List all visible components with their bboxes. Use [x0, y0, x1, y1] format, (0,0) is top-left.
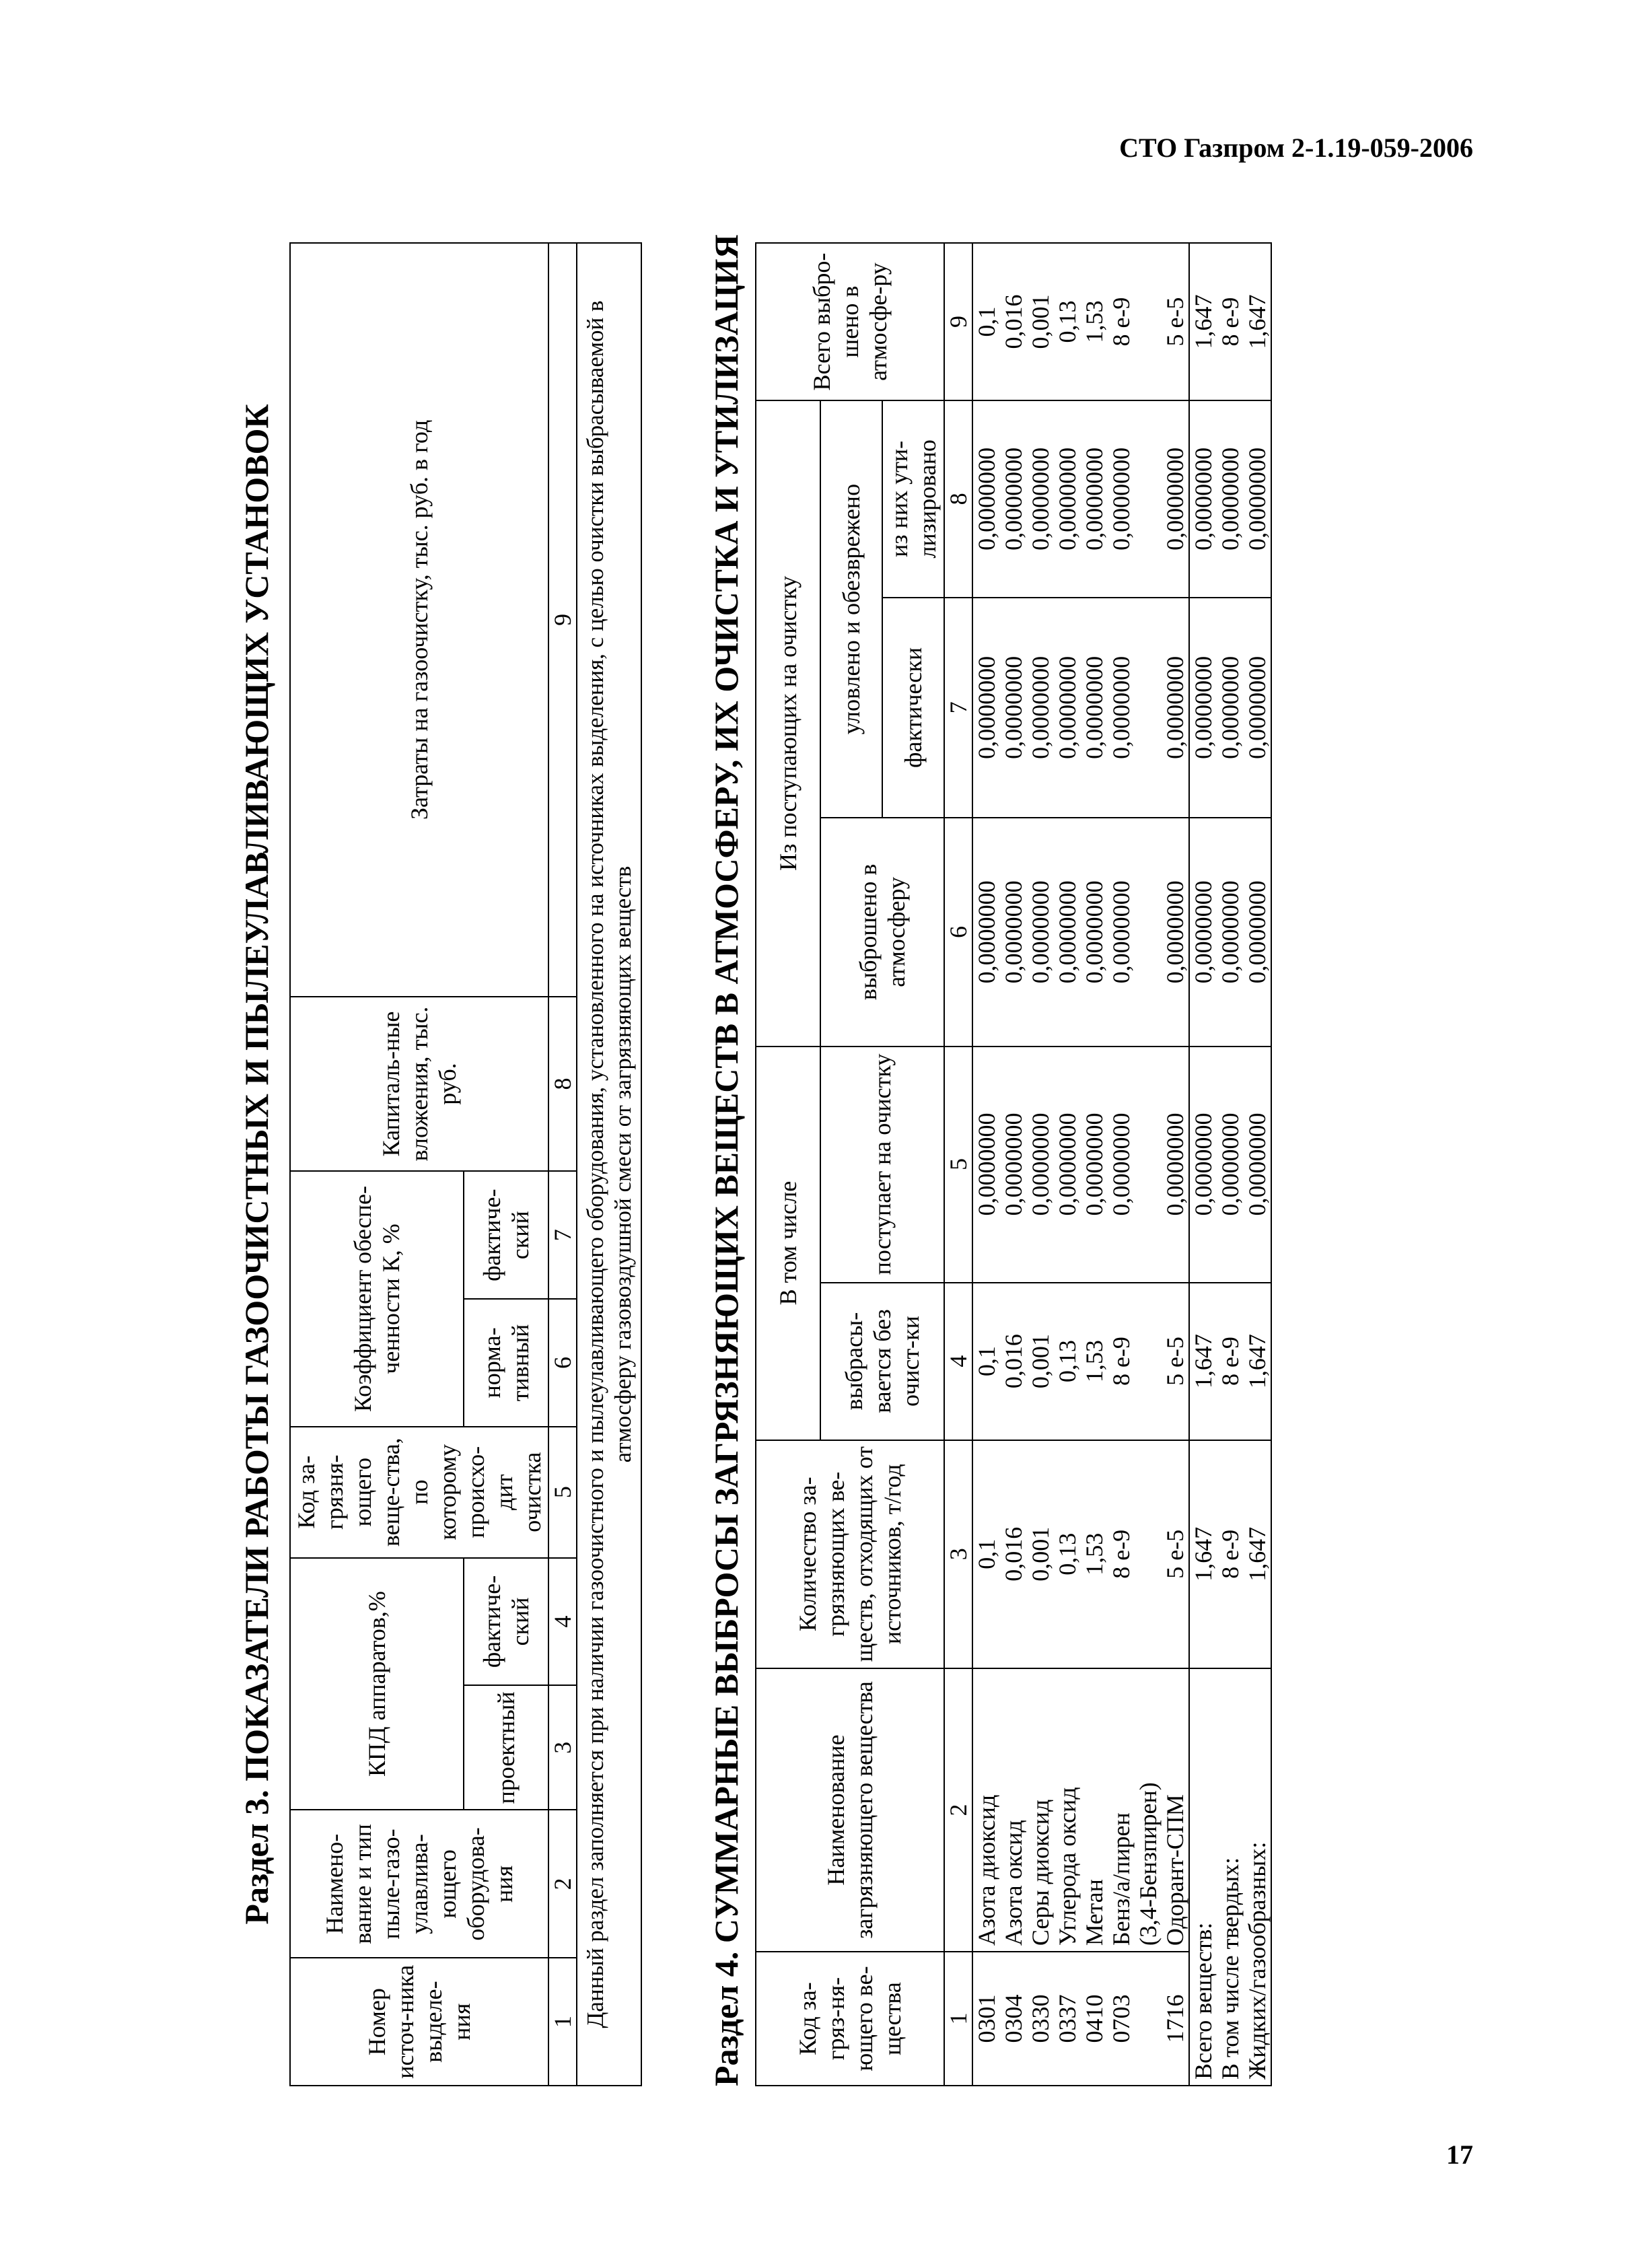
s4-total-label: Жидких/газообразных: — [1244, 1668, 1271, 2086]
s4-cell-quantity: 1,53 — [1081, 1440, 1108, 1668]
s4-cell-emitted: 0,0000000 — [1162, 818, 1189, 1046]
s3-colnum: 7 — [548, 1171, 577, 1299]
s4-cell-quantity: 8 е-9 — [1217, 1440, 1244, 1668]
s4-cell-total: 0,016 — [1000, 243, 1027, 400]
s4-cell-total: 1,647 — [1189, 243, 1217, 400]
s4-cell-name: Метан — [1081, 1668, 1108, 1952]
s4-cell-utilized: 0,0000000 — [1081, 400, 1108, 598]
s4-colnum: 2 — [944, 1668, 972, 1952]
s4-cell-utilized: 0,0000000 — [1000, 400, 1027, 598]
s3-colnum: 9 — [548, 243, 577, 997]
s4-cell-emitted: 0,0000000 — [1189, 818, 1217, 1046]
s4-header-captured: уловлено и обезврежено — [820, 400, 882, 818]
s4-cell-no-cleaning: 1,647 — [1189, 1283, 1217, 1440]
s4-cell-to-cleaning: 0,0000000 — [1081, 1047, 1108, 1283]
s4-cell-name: Бенз/а/пирен — [1108, 1668, 1135, 1952]
s4-cell-utilized: 0,0000000 — [1217, 400, 1244, 598]
s4-cell-captured: 0,0000000 — [972, 598, 1000, 818]
total-row — [1244, 243, 1271, 2086]
s4-cell-total: 5 е-5 — [1162, 243, 1189, 400]
s4-cell-captured: 0,0000000 — [1000, 598, 1027, 818]
s4-colnum: 6 — [944, 818, 972, 1046]
section3-title: Раздел 3. ПОКАЗАТЕЛИ РАБОТЫ ГАЗООЧИСТНЫХ И ПЫЛЕУЛАВЛИВАЮЩИХ УСТАНОВОК — [238, 404, 275, 1925]
s4-cell-utilized: 0,0000000 — [1189, 400, 1217, 598]
s4-cell-emitted — [1135, 818, 1162, 1046]
document-code: СТО Газпром 2-1.19-059-2006 — [1119, 133, 1473, 163]
s4-total-label: В том числе твердых: — [1217, 1668, 1244, 2086]
s4-header-to-cleaning: поступает на очистку — [820, 1047, 944, 1283]
section4-title: Раздел 4. СУММАРНЫЕ ВЫБРОСЫ ЗАГРЯЗНЯЮЩИХ ВЕЩЕСТВ В АТМОСФЕРУ, ИХ ОЧИСТКА И УТИЛИЗАЦИЯ — [707, 234, 745, 2086]
s4-colnum: 8 — [944, 400, 972, 598]
s4-cell-quantity: 0,016 — [1000, 1440, 1027, 1668]
s4-cell-utilized: 0,0000000 — [1027, 400, 1054, 598]
table-row — [1027, 243, 1054, 2086]
s4-cell-code: 0304 — [1000, 1952, 1027, 2086]
s4-cell-total: 0,1 — [972, 243, 1000, 400]
s3-header-design: проектный — [464, 1685, 548, 1810]
s4-cell-to-cleaning: 0,0000000 — [972, 1047, 1000, 1283]
s4-cell-to-cleaning — [1135, 1047, 1162, 1283]
s4-cell-quantity: 5 е-5 — [1162, 1440, 1189, 1668]
total-row — [1189, 243, 1217, 2086]
table-row — [1162, 243, 1189, 2086]
s3-colnum: 6 — [548, 1299, 577, 1427]
s3-header-kpd: КПД аппаратов,% — [290, 1558, 464, 1810]
rotated-content — [236, 234, 1413, 2086]
s4-cell-no-cleaning: 0,13 — [1054, 1283, 1081, 1440]
s3-column-numbers — [548, 243, 577, 2086]
s4-cell-name: Серы диоксид — [1027, 1668, 1054, 1952]
s4-header-including: В том числе — [756, 1047, 820, 1440]
table-row — [1108, 243, 1135, 2086]
s3-colnum: 2 — [548, 1810, 577, 1958]
s4-cell-emitted: 0,0000000 — [1000, 818, 1027, 1046]
s4-header-code: Код за-гряз-ня-ющего ве-щества — [756, 1952, 944, 2086]
s4-colnum: 5 — [944, 1047, 972, 1283]
s4-cell-utilized: 0,0000000 — [1244, 400, 1271, 598]
s4-colnum: 7 — [944, 598, 972, 818]
s4-cell-emitted: 0,0000000 — [1054, 818, 1081, 1046]
s4-column-numbers — [944, 243, 972, 2086]
s3-note: Данный раздел заполняется при наличии газоочистного и пылеулавливающего оборудования, установленного на источниках выделения, с целью очистки выбрасываемой в атмосферу газовоздушной смеси от загрязняющих веществ — [577, 243, 641, 2086]
s4-cell-utilized: 0,0000000 — [1162, 400, 1189, 598]
s4-cell-emitted: 0,0000000 — [1108, 818, 1135, 1046]
s4-cell-no-cleaning: 8 е-9 — [1217, 1283, 1244, 1440]
s4-cell-code — [1135, 1952, 1162, 2086]
s4-header-quantity: Количество за-грязняющих ве-ществ, отходящих от источников, т/год — [756, 1440, 944, 1668]
s4-cell-code: 1716 — [1162, 1952, 1189, 2086]
s4-cell-no-cleaning: 1,53 — [1081, 1283, 1108, 1440]
s3-header-normative: норма-тивный — [464, 1299, 548, 1427]
table-row — [1135, 243, 1162, 2086]
s4-colnum: 9 — [944, 243, 972, 400]
s4-cell-quantity: 0,001 — [1027, 1440, 1054, 1668]
table-row — [972, 243, 1000, 2086]
s4-cell-utilized: 0,0000000 — [1054, 400, 1081, 598]
s4-cell-total — [1135, 243, 1162, 400]
s4-cell-to-cleaning: 0,0000000 — [1217, 1047, 1244, 1283]
s3-colnum: 5 — [548, 1427, 577, 1558]
s4-cell-name: (3,4-Бензпирен) — [1135, 1668, 1162, 1952]
s3-colnum: 1 — [548, 1958, 577, 2086]
s4-cell-captured: 0,0000000 — [1081, 598, 1108, 818]
s4-cell-total: 8 е-9 — [1217, 243, 1244, 400]
s4-cell-total: 1,53 — [1081, 243, 1108, 400]
s4-cell-emitted: 0,0000000 — [1244, 818, 1271, 1046]
s4-cell-quantity: 1,647 — [1189, 1440, 1217, 1668]
s4-cell-to-cleaning: 0,0000000 — [1189, 1047, 1217, 1283]
s4-cell-no-cleaning: 0,016 — [1000, 1283, 1027, 1440]
s4-cell-utilized — [1135, 400, 1162, 598]
s4-cell-to-cleaning: 0,0000000 — [1054, 1047, 1081, 1283]
s4-header-emitted: выброшено в атмосферу — [820, 818, 944, 1046]
s4-cell-no-cleaning: 1,647 — [1244, 1283, 1271, 1440]
s3-header-actual-coef: фактиче-ский — [464, 1171, 548, 1299]
s4-header-name: Наименование загрязняющего вещества — [756, 1668, 944, 1952]
s4-data-rows — [972, 243, 1189, 2086]
s3-colnum: 3 — [548, 1685, 577, 1810]
s4-cell-no-cleaning: 8 е-9 — [1108, 1283, 1135, 1440]
s4-cell-captured — [1135, 598, 1162, 818]
s4-cell-name: Азота диоксид — [972, 1668, 1000, 1952]
s4-cell-emitted: 0,0000000 — [1027, 818, 1054, 1046]
table-row — [1081, 243, 1108, 2086]
s4-cell-to-cleaning: 0,0000000 — [1027, 1047, 1054, 1283]
s4-cell-code: 0330 — [1027, 1952, 1054, 2086]
s4-cell-no-cleaning: 0,1 — [972, 1283, 1000, 1440]
s3-colnum: 8 — [548, 997, 577, 1172]
s4-header-utilized: из них ути-лизировано — [882, 400, 944, 598]
s4-cell-quantity: 0,13 — [1054, 1440, 1081, 1668]
s4-cell-to-cleaning: 0,0000000 — [1244, 1047, 1271, 1283]
section4-table — [755, 242, 1272, 2086]
s4-cell-captured: 0,0000000 — [1217, 598, 1244, 818]
s3-header-pollutant-code: Код за-грязня-ющего веще-ства, по которому происхо-дит очистка — [290, 1427, 548, 1558]
s4-cell-code: 0703 — [1108, 1952, 1135, 2086]
s4-cell-total: 1,647 — [1244, 243, 1271, 400]
s4-cell-captured: 0,0000000 — [1108, 598, 1135, 818]
s4-cell-code: 0301 — [972, 1952, 1000, 2086]
s4-cell-captured: 0,0000000 — [1027, 598, 1054, 818]
s4-cell-no-cleaning — [1135, 1283, 1162, 1440]
s4-colnum: 1 — [944, 1952, 972, 2086]
page-number: 17 — [1446, 2139, 1473, 2170]
s4-cell-utilized: 0,0000000 — [972, 400, 1000, 598]
s4-cell-code: 0337 — [1054, 1952, 1081, 2086]
s4-cell-captured: 0,0000000 — [1189, 598, 1217, 818]
s4-cell-no-cleaning: 5 е-5 — [1162, 1283, 1189, 1440]
s4-cell-total: 0,13 — [1054, 243, 1081, 400]
s4-cell-utilized: 0,0000000 — [1108, 400, 1135, 598]
s3-colnum: 4 — [548, 1558, 577, 1686]
s4-cell-quantity: 1,647 — [1244, 1440, 1271, 1668]
total-row — [1217, 243, 1244, 2086]
s3-header-coefficient: Коэффициент обеспе-ченности К, % — [290, 1171, 464, 1426]
s4-cell-captured: 0,0000000 — [1244, 598, 1271, 818]
s3-header-actual: фактиче-ский — [464, 1558, 548, 1686]
s4-cell-quantity: 8 е-9 — [1108, 1440, 1135, 1668]
s4-total-rows — [1189, 243, 1271, 2086]
s3-header-equipment: Наимено-вание и тип пыле-газо-улавлива-ющего оборудова-ния — [290, 1810, 548, 1958]
s4-cell-to-cleaning: 0,0000000 — [1162, 1047, 1189, 1283]
s3-header-source-number: Номер источ-ника выделе-ния — [290, 1958, 548, 2086]
table-row — [1000, 243, 1027, 2086]
s4-total-label: Всего веществ: — [1189, 1668, 1217, 2086]
s4-cell-quantity: 0,1 — [972, 1440, 1000, 1668]
s4-colnum: 4 — [944, 1283, 972, 1440]
s4-cell-total: 8 е-9 — [1108, 243, 1135, 400]
s3-header-costs: Затраты на газоочистку, тыс. руб. в год — [290, 243, 548, 997]
s4-cell-to-cleaning: 0,0000000 — [1000, 1047, 1027, 1283]
s4-cell-name: Азота оксид — [1000, 1668, 1027, 1952]
s4-cell-captured: 0,0000000 — [1054, 598, 1081, 818]
s4-cell-no-cleaning: 0,001 — [1027, 1283, 1054, 1440]
s4-header-no-cleaning: выбрасы-вается без очист-ки — [820, 1283, 944, 1440]
s4-cell-quantity — [1135, 1440, 1162, 1668]
s3-header-capital: Капиталь-ные вложения, тыс. руб. — [290, 997, 548, 1172]
s4-cell-name: Одорант-СПМ — [1162, 1668, 1189, 1952]
s4-cell-name: Углерода оксид — [1054, 1668, 1081, 1952]
s4-header-from-cleaning: Из поступающих на очистку — [756, 400, 820, 1046]
s4-cell-emitted: 0,0000000 — [1081, 818, 1108, 1046]
s4-cell-to-cleaning: 0,0000000 — [1108, 1047, 1135, 1283]
s4-header-total-emitted: Всего выбро-шено в атмосфе-ру — [756, 243, 944, 400]
section3-table — [289, 242, 642, 2086]
s4-cell-code: 0410 — [1081, 1952, 1108, 2086]
s4-header-actually: фактически — [882, 598, 944, 818]
s4-cell-captured: 0,0000000 — [1162, 598, 1189, 818]
s4-cell-emitted: 0,0000000 — [972, 818, 1000, 1046]
s4-cell-total: 0,001 — [1027, 243, 1054, 400]
table-row — [1054, 243, 1081, 2086]
s4-cell-emitted: 0,0000000 — [1217, 818, 1244, 1046]
s4-colnum: 3 — [944, 1440, 972, 1668]
